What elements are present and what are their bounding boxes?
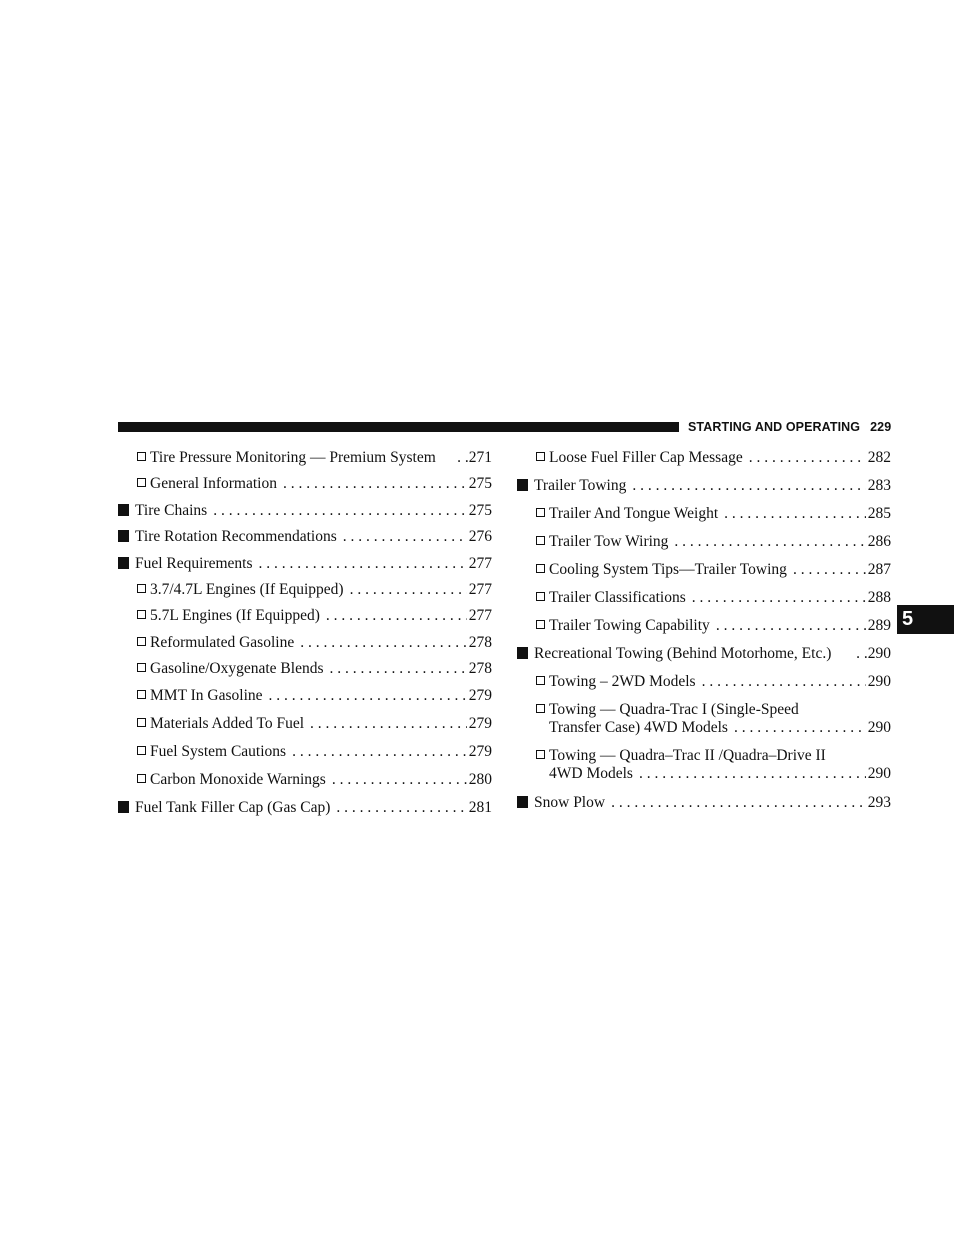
toc-entry[interactable] xyxy=(118,687,492,705)
toc-page-number: 290 xyxy=(867,719,891,736)
open-square-bullet-icon xyxy=(137,690,146,699)
filled-square-bullet-icon xyxy=(517,796,528,808)
dot-leader xyxy=(702,673,866,691)
toc-page-number: 293 xyxy=(867,794,891,811)
toc-page-number: 290 xyxy=(867,765,891,782)
dot-leader xyxy=(336,799,466,817)
toc-entry[interactable] xyxy=(118,660,492,678)
toc-entry[interactable] xyxy=(517,645,891,663)
toc-page-number: 278 xyxy=(468,634,492,651)
toc-entry-title: Trailer Towing Capability xyxy=(549,617,710,634)
filled-square-bullet-icon xyxy=(118,530,129,542)
filled-square-bullet-icon xyxy=(118,557,129,569)
dot-leader xyxy=(292,743,467,761)
dot-leader xyxy=(283,475,467,493)
chapter-tab[interactable]: 5 xyxy=(897,605,954,634)
toc-page-number: 277 xyxy=(468,581,492,598)
open-square-bullet-icon xyxy=(137,478,146,487)
toc-entry[interactable] xyxy=(517,533,891,551)
toc-page-number: 290 xyxy=(867,673,891,690)
filled-square-bullet-icon xyxy=(118,801,129,813)
toc-entry[interactable] xyxy=(517,589,891,607)
toc-page-number: 287 xyxy=(867,561,891,578)
open-square-bullet-icon xyxy=(137,718,146,727)
dot-leader xyxy=(350,581,467,599)
toc-page-number: 279 xyxy=(468,715,492,732)
filled-square-bullet-icon xyxy=(118,504,129,516)
toc-entry[interactable] xyxy=(517,673,891,691)
toc-page-number: 286 xyxy=(867,533,891,550)
dot-leader xyxy=(259,555,467,573)
open-square-bullet-icon xyxy=(137,637,146,646)
toc-entry-title: Loose Fuel Filler Cap Message xyxy=(549,449,743,466)
toc-entry[interactable] xyxy=(118,555,492,573)
dot-leader xyxy=(310,715,467,733)
open-square-bullet-icon xyxy=(137,584,146,593)
toc-entry-title: Tire Chains xyxy=(135,502,208,519)
dot-leader xyxy=(300,634,467,652)
toc-page-number: . .290 xyxy=(856,645,891,662)
dot-leader xyxy=(611,794,866,812)
dot-leader xyxy=(269,687,467,705)
toc-page-number: 278 xyxy=(468,660,492,677)
open-square-bullet-icon xyxy=(536,750,545,759)
toc-entry-title: Snow Plow xyxy=(534,794,606,811)
dot-leader xyxy=(749,449,866,467)
toc-entry[interactable] xyxy=(118,502,492,520)
open-square-bullet-icon xyxy=(536,536,545,545)
open-square-bullet-icon xyxy=(536,592,545,601)
toc-entry-title: Towing — Quadra-Trac I (Single-Speed xyxy=(549,701,799,718)
toc-entry[interactable] xyxy=(517,449,891,467)
toc-entry-title: 3.7/4.7L Engines (If Equipped) xyxy=(150,581,344,598)
toc-entry-title: Gasoline/Oxygenate Blends xyxy=(150,660,324,677)
dot-leader xyxy=(343,528,467,546)
toc-page-number: 280 xyxy=(468,771,492,788)
toc-entry[interactable] xyxy=(118,715,492,733)
toc-entry[interactable] xyxy=(517,505,891,523)
open-square-bullet-icon xyxy=(536,704,545,713)
open-square-bullet-icon xyxy=(536,620,545,629)
toc-entry[interactable] xyxy=(118,634,492,652)
toc-entry-title: Trailer Towing xyxy=(534,477,627,494)
toc-page-number: 288 xyxy=(867,589,891,606)
toc-entry-title: General Information xyxy=(150,475,277,492)
toc-entry[interactable] xyxy=(118,449,492,467)
toc-entry[interactable] xyxy=(118,799,492,817)
open-square-bullet-icon xyxy=(137,452,146,461)
header-rule xyxy=(118,422,679,432)
toc-entry[interactable] xyxy=(118,771,492,789)
toc-page-number: 275 xyxy=(468,475,492,492)
toc-entry-title: Recreational Towing (Behind Motorhome, Etc.) xyxy=(534,645,832,662)
toc-entry-title: Trailer Tow Wiring xyxy=(549,533,669,550)
dot-leader xyxy=(724,505,866,523)
toc-entry-title: Towing — Quadra–Trac II /Quadra–Drive II xyxy=(549,747,826,764)
toc-entry-title: Fuel Tank Filler Cap (Gas Cap) xyxy=(135,799,331,816)
toc-entry-title: 5.7L Engines (If Equipped) xyxy=(150,607,320,624)
toc-page-number: 277 xyxy=(468,607,492,624)
section-title: STARTING AND OPERATING xyxy=(688,420,861,434)
toc-entry[interactable] xyxy=(118,607,492,625)
open-square-bullet-icon xyxy=(536,564,545,573)
toc-entry-title: Trailer Classifications xyxy=(549,589,686,606)
toc-entry[interactable] xyxy=(517,794,891,812)
toc-page-number: 282 xyxy=(867,449,891,466)
open-square-bullet-icon xyxy=(536,452,545,461)
toc-entry[interactable] xyxy=(118,475,492,493)
toc-page-number: 279 xyxy=(468,687,492,704)
toc-entry[interactable] xyxy=(517,617,891,635)
dot-leader xyxy=(632,477,865,495)
toc-page-number: 283 xyxy=(867,477,891,494)
dot-leader xyxy=(734,719,866,737)
toc-entry[interactable] xyxy=(118,581,492,599)
dot-leader xyxy=(213,502,467,520)
dot-leader xyxy=(329,660,466,678)
toc-page-number: 289 xyxy=(867,617,891,634)
toc-page-number: 275 xyxy=(468,502,492,519)
toc-entry-title: MMT In Gasoline xyxy=(150,687,263,704)
toc-entry[interactable] xyxy=(517,561,891,579)
dot-leader xyxy=(716,617,866,635)
toc-entry-title: Fuel System Cautions xyxy=(150,743,287,760)
filled-square-bullet-icon xyxy=(517,647,528,659)
dot-leader xyxy=(692,589,866,607)
running-header xyxy=(688,420,891,434)
toc-entry-title: Tire Pressure Monitoring — Premium System xyxy=(150,449,436,466)
toc-entry[interactable] xyxy=(118,743,492,761)
toc-entry[interactable] xyxy=(517,747,891,783)
open-square-bullet-icon xyxy=(137,746,146,755)
toc-entry-title: Trailer And Tongue Weight xyxy=(549,505,719,522)
toc-entry-title: Cooling System Tips—Trailer Towing xyxy=(549,561,787,578)
open-square-bullet-icon xyxy=(137,663,146,672)
toc-page-number: 281 xyxy=(468,799,492,816)
filled-square-bullet-icon xyxy=(517,479,528,491)
dot-leader xyxy=(793,561,866,579)
open-square-bullet-icon xyxy=(137,610,146,619)
toc-entry-title: Reformulated Gasoline xyxy=(150,634,295,651)
toc-entry[interactable] xyxy=(118,528,492,546)
toc-entry-title: Towing – 2WD Models xyxy=(549,673,696,690)
dot-leader xyxy=(326,607,467,625)
open-square-bullet-icon xyxy=(536,676,545,685)
open-square-bullet-icon xyxy=(137,774,146,783)
toc-entry-title-continuation: Transfer Case) 4WD Models xyxy=(549,719,728,736)
toc-entry[interactable] xyxy=(517,477,891,495)
open-square-bullet-icon xyxy=(536,508,545,517)
dot-leader xyxy=(332,771,467,789)
toc-entry-title: Materials Added To Fuel xyxy=(150,715,305,732)
dot-leader xyxy=(674,533,865,551)
toc-entry-title: Carbon Monoxide Warnings xyxy=(150,771,326,788)
toc-page-number: 285 xyxy=(867,505,891,522)
toc-entry[interactable] xyxy=(517,701,891,737)
toc-page-number: 276 xyxy=(468,528,492,545)
toc-page-number: 277 xyxy=(468,555,492,572)
toc-entry-title: Fuel Requirements xyxy=(135,555,253,572)
toc-page-number: 279 xyxy=(468,743,492,760)
toc-entry-title-continuation: 4WD Models xyxy=(549,765,633,782)
dot-leader xyxy=(639,765,866,783)
toc-page-number: . .271 xyxy=(457,449,492,466)
page-number: 229 xyxy=(870,420,892,434)
toc-entry-title: Tire Rotation Recommendations xyxy=(135,528,337,545)
